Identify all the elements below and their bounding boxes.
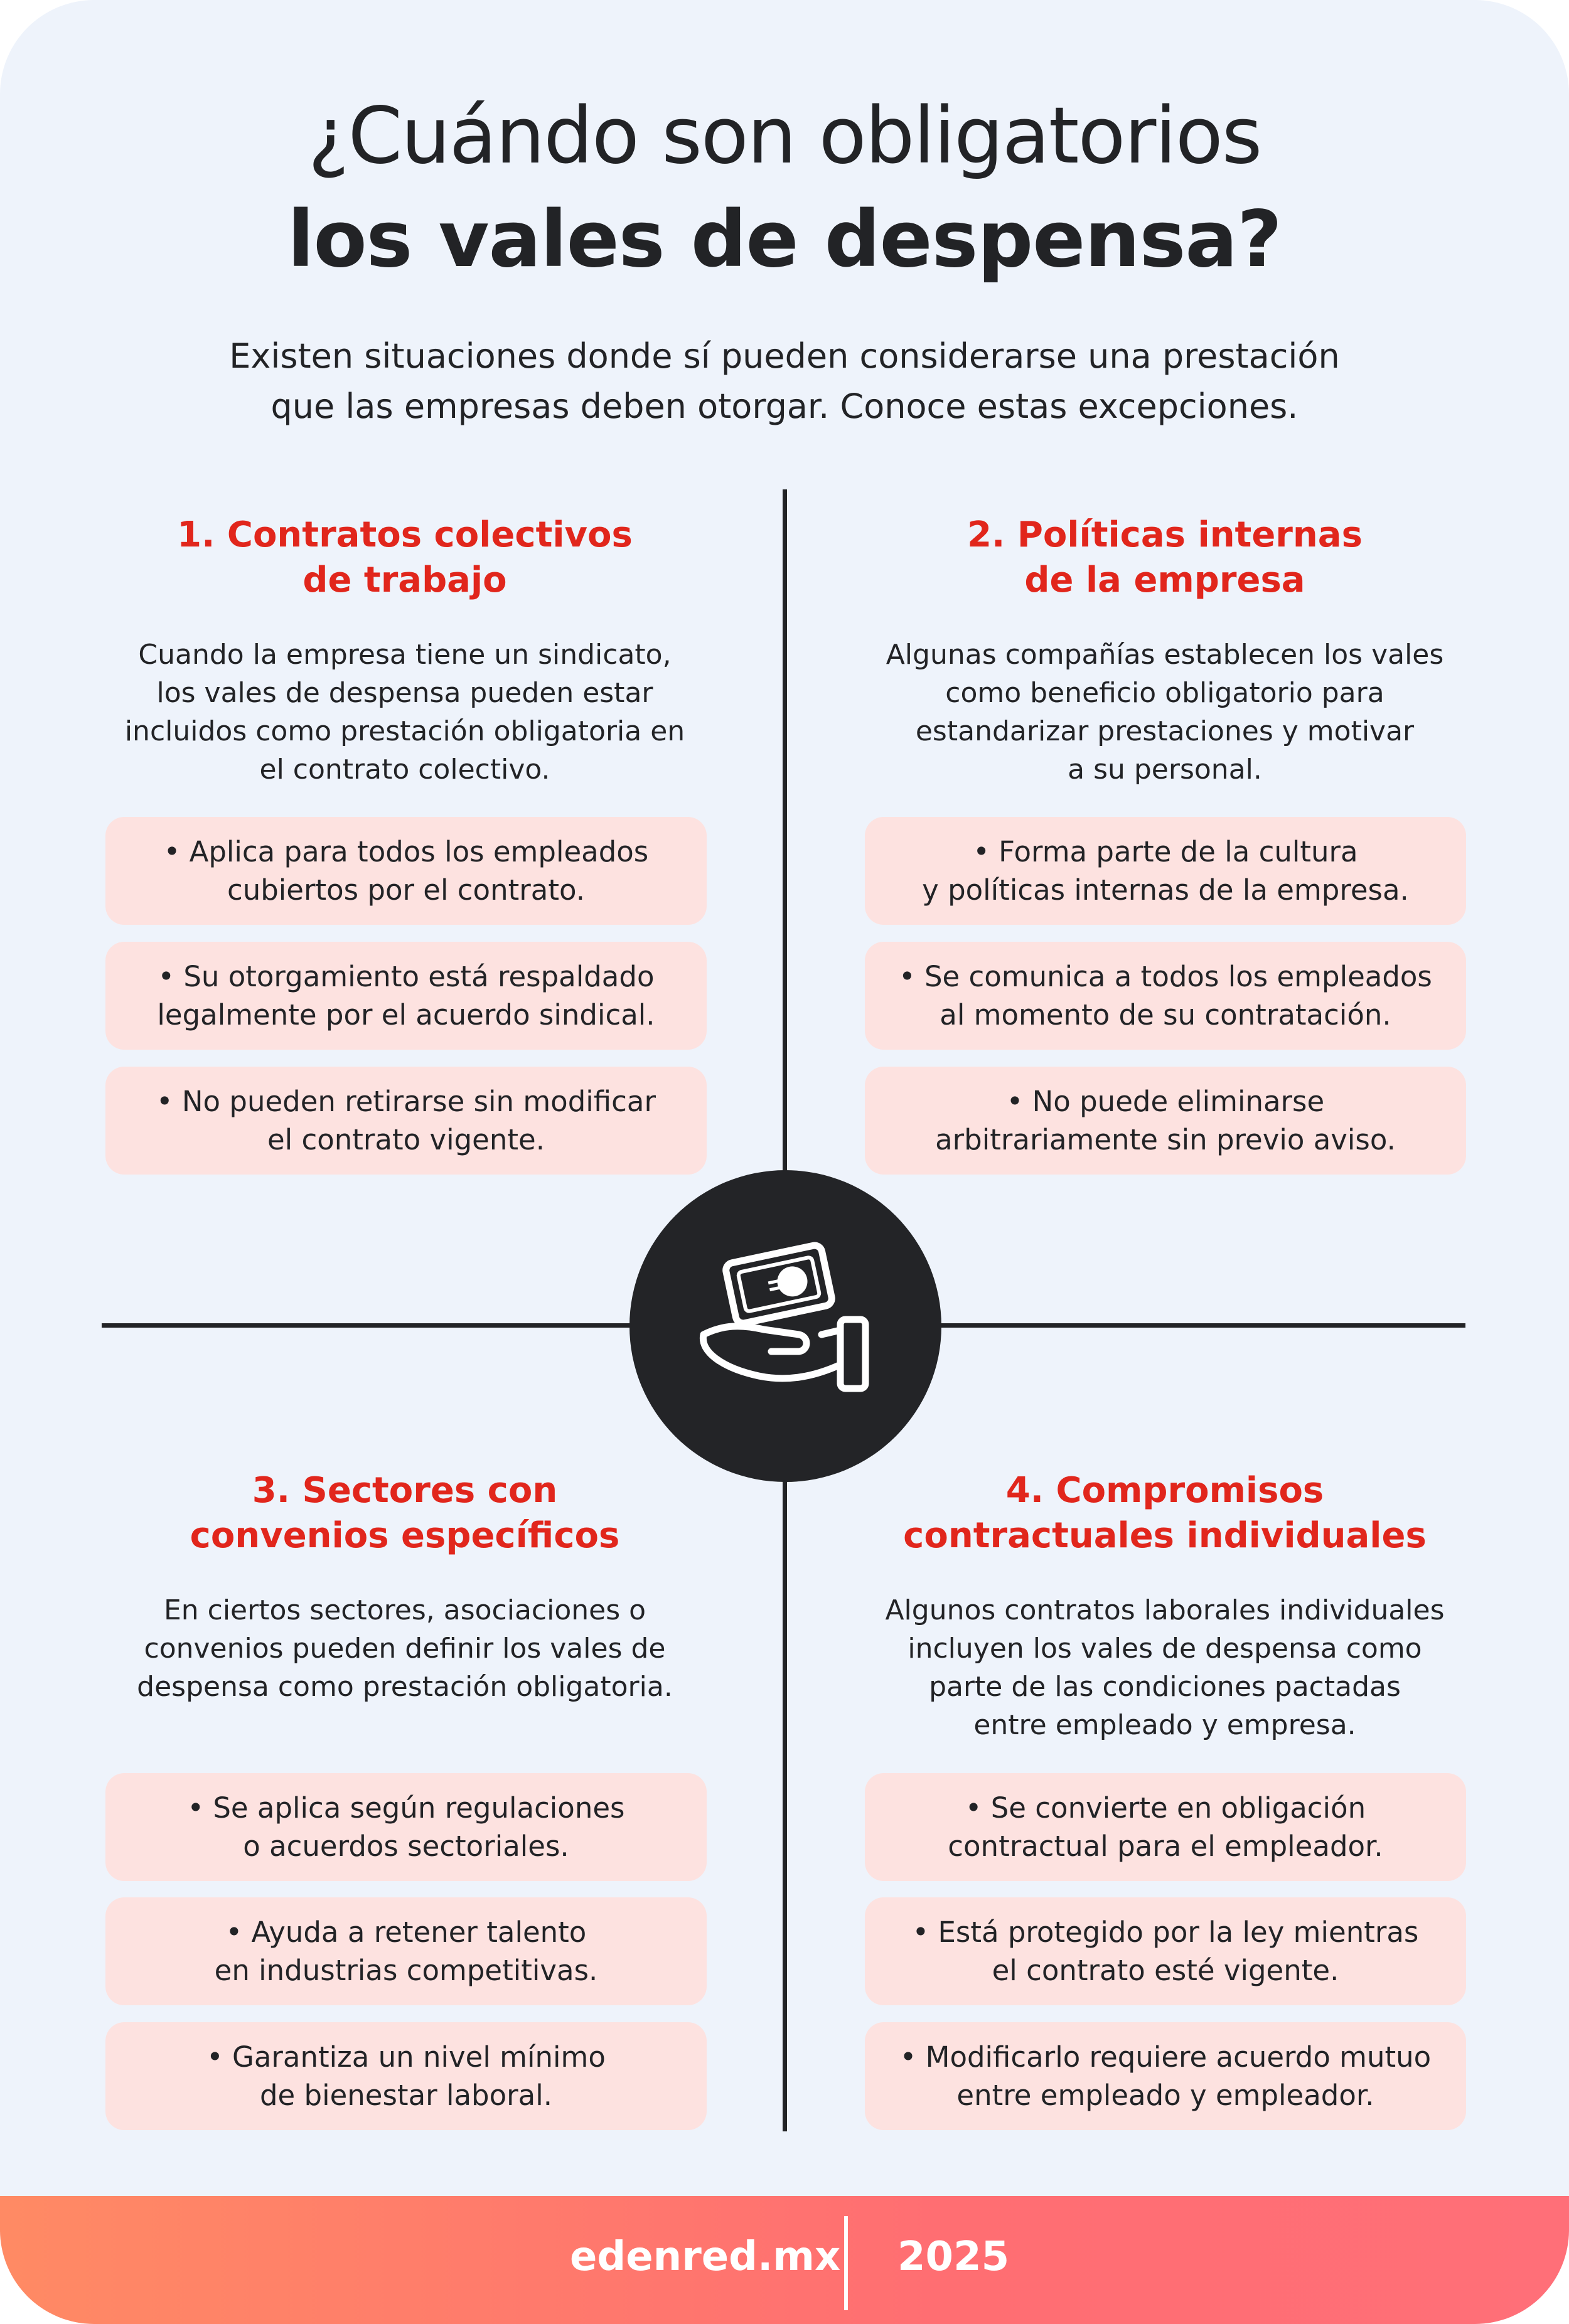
section-3-bullet-1: • Se aplica según regulaciones o acuerdos sectoriales.	[105, 1773, 707, 1881]
section-2-bullet-2: • Se comunica a todos los empleados al momento de su contratación.	[865, 942, 1466, 1050]
section-2-bullet-1: • Forma parte de la cultura y políticas internas de la empresa.	[865, 817, 1466, 925]
section-4-body: Algunos contratos laborales individuales incluyen los vales de despensa como parte de las condiciones pactadas entre empleado y empresa.	[885, 1594, 1445, 1741]
vertical-divider-bottom	[783, 1468, 787, 2131]
section-3-bullet-3: • Garantiza un nivel mínimo de bienestar laboral.	[105, 2022, 707, 2130]
section-compromisos-contractuales	[864, 1468, 1466, 1744]
section-1-title: 1. Contratos colectivos de trabajo	[177, 514, 633, 600]
page-subtitle	[0, 331, 1569, 432]
section-3-title: 3. Sectores con convenios específicos	[190, 1470, 620, 1556]
section-3-body: En ciertos sectores, asociaciones o convenios pueden definir los vales de despensa como prestación obligatoria.	[137, 1594, 673, 1703]
horizontal-divider-right	[935, 1323, 1465, 1328]
section-2-body: Algunas compañías establecen los vales como beneficio obligatorio para estandarizar prestaciones y motivar a su personal.	[886, 639, 1444, 786]
section-contratos-colectivos	[104, 513, 706, 789]
section-4-bullet-1: • Se convierte en obligación contractual para el empleador.	[865, 1773, 1466, 1881]
horizontal-divider-left	[102, 1323, 635, 1328]
section-politicas-internas	[864, 513, 1466, 789]
section-3-bullet-2: • Ayuda a retener talento en industrias competitivas.	[105, 1897, 707, 2005]
section-1-bullet-3: • No pueden retirarse sin modificar el contrato vigente.	[105, 1067, 707, 1175]
section-2-title: 2. Políticas internas de la empresa	[967, 514, 1363, 600]
section-4-title: 4. Compromisos contractuales individuales	[903, 1470, 1427, 1556]
subtitle-line2: que las empresas deben otorgar. Conoce estas excepciones.	[270, 386, 1299, 426]
section-1-body: Cuando la empresa tiene un sindicato, los vales de despensa pueden estar incluidos como prestación obligatoria en el contrato colectivo.	[124, 639, 685, 786]
section-4-bullet-2: • Está protegido por la ley mientras el contrato esté vigente.	[865, 1897, 1466, 2005]
footer-year: 2025	[897, 2234, 1010, 2280]
hand-receiving-voucher-icon	[629, 1170, 941, 1482]
section-1-bullet-2: • Su otorgamiento está respaldado legalmente por el acuerdo sindical.	[105, 942, 707, 1050]
subtitle-line1: Existen situaciones donde sí pueden considerarse una prestación	[229, 336, 1340, 376]
footer-divider	[844, 2216, 848, 2310]
footer-site-link[interactable]: edenred.mx	[570, 2234, 841, 2280]
vertical-divider-top	[783, 489, 787, 1173]
section-1-bullet-1: • Aplica para todos los empleados cubiertos por el contrato.	[105, 817, 707, 925]
page-title-line1: ¿Cuándo son obligatorios	[308, 91, 1261, 181]
section-sectores-convenios	[104, 1468, 706, 1706]
section-4-bullet-3: • Modificarlo requiere acuerdo mutuo entre empleado y empleador.	[865, 2022, 1466, 2130]
section-2-bullet-3: • No puede eliminarse arbitrariamente sin previo aviso.	[865, 1067, 1466, 1175]
page-title-line2: los vales de despensa?	[287, 195, 1282, 285]
center-circle	[629, 1170, 941, 1482]
